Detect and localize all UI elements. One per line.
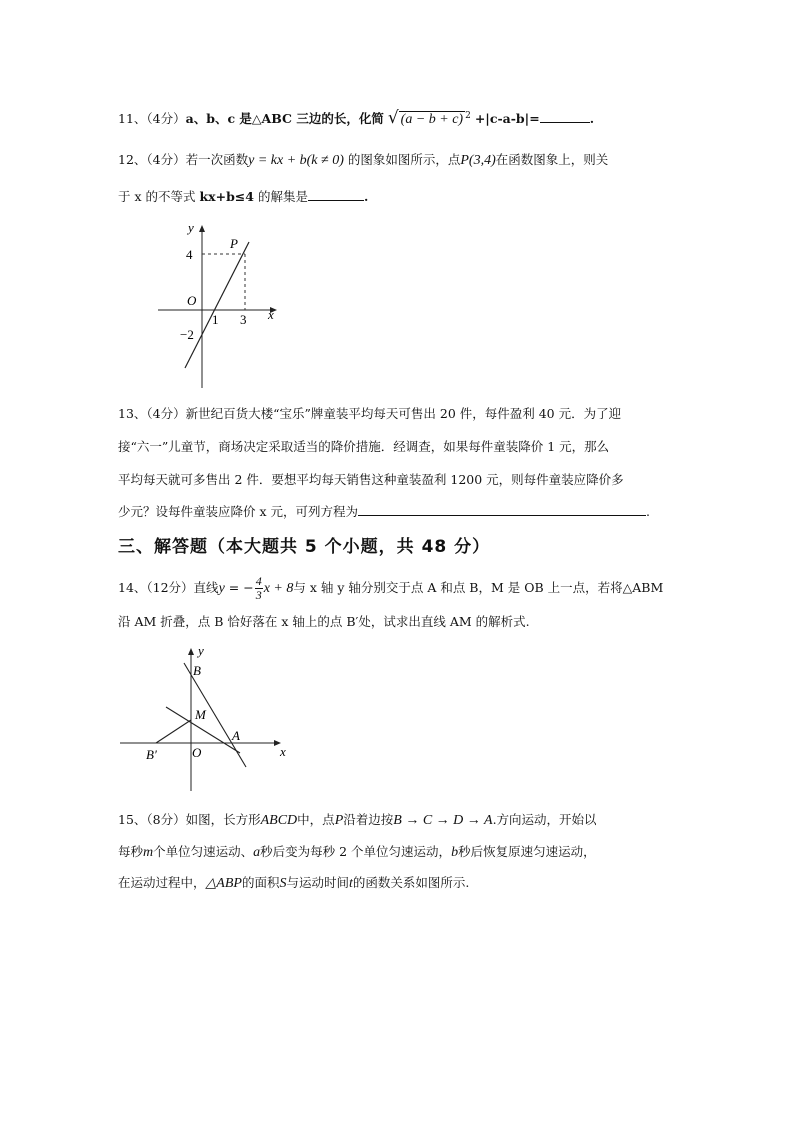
q12-label-x: x: [268, 307, 274, 322]
q11-answer-blank[interactable]: [540, 110, 590, 123]
q12-label-O: O: [187, 293, 197, 308]
q14-eq-tail: x + 8: [263, 581, 294, 596]
q15-t: t: [348, 876, 353, 891]
q12-line1: [118, 150, 608, 171]
q15-P: P: [334, 813, 344, 828]
q14-line2: 沿 AM 折叠，点 B 恰好落在 x 轴上的点 B′处，试求出直线 AM 的解析式.: [118, 614, 530, 629]
q12-label-P: P: [230, 236, 238, 251]
q13-line3: 平均每天就可多售出 2 件．要想平均每天销售这种童装盈利 1200 元，则每件童装应降价多: [118, 472, 624, 487]
sqrt-sign: √: [387, 108, 399, 129]
q15-line2c: 秒后变为每秒 2 个单位匀速运动，: [260, 844, 452, 859]
q14-label-y: y: [198, 643, 204, 658]
q12-tick-3: 3: [240, 312, 247, 327]
q11-text: a、b、c 是△ABC 三边的长，化简: [185, 111, 384, 127]
q15-line1a: 15、（8分）如图，长方形: [118, 812, 261, 827]
q11-exponent: 2: [465, 111, 471, 121]
q12-text2: 在函数图象上，则关: [495, 152, 609, 167]
q12-tick-4: 4: [186, 247, 193, 262]
q14-numerator: 4: [255, 574, 262, 588]
q14-line-BpM: [156, 720, 191, 743]
q11-end: .: [589, 111, 595, 127]
q13-answer-blank[interactable]: [358, 503, 646, 516]
q13-line2: 接“六一”儿童节，商场决定采取适当的降价措施．经调查，如果每件童装降价 1 元，那么: [118, 439, 610, 454]
q11-radicand: (a − b + c): [400, 112, 464, 128]
q14-fraction: [255, 575, 263, 602]
q12-point: P(3,4): [460, 153, 496, 168]
q15-path: B → C → D → A: [393, 813, 493, 828]
q14-eq-sign: = −: [224, 580, 254, 595]
q14-denominator: 3: [255, 588, 262, 602]
q14-line1: [118, 575, 663, 602]
q12-y-arrow: [199, 225, 205, 232]
q15-rect: ABCD: [260, 813, 298, 828]
q15-line3a: 在运动过程中，: [118, 875, 206, 890]
q14-label-Bprime: B′: [146, 747, 157, 762]
q12-line2b: 的解集是: [257, 189, 308, 204]
q15-line2b: 个单位匀速运动、: [153, 844, 254, 859]
q12-line2a: 于 x 的不等式: [118, 189, 196, 204]
q14-text1: 与 x 轴 y 轴分别交于点 A 和点 B，M 是 OB 上一点，若将△ABM: [293, 580, 664, 595]
q14-label-x: x: [280, 744, 286, 759]
q12-label-y: y: [188, 220, 194, 235]
q12-tick-minus2: −2: [180, 327, 194, 342]
q12-line2: [118, 187, 368, 207]
q12-end: .: [363, 189, 369, 204]
q13-end: .: [646, 504, 650, 519]
q14-label-O: O: [192, 745, 202, 760]
q13-line1: 13、（4分）新世纪百货大楼“宝乐”牌童装平均每天可售出 20 件，每件盈利 40 元．为了迎: [118, 406, 622, 421]
q15-line3d: 的函数关系如图所示.: [352, 875, 470, 890]
q12-text1: 的图象如图所示，点: [347, 152, 461, 167]
q12-tick-1: 1: [212, 312, 219, 327]
q14-prefix: 14、（12分）直线: [118, 580, 219, 595]
q12-function: y = kx + b(k ≠ 0): [248, 153, 344, 168]
q15-line2d: 秒后恢复原速匀速运动，: [458, 844, 596, 859]
q15-line1b: 中，点: [297, 812, 335, 827]
section-3-heading: 三、解答题（本大题共 5 个小题，共 48 分）: [118, 537, 491, 557]
q15-line1c: 沿着边按: [343, 812, 394, 827]
q14-label-A: A: [232, 728, 240, 743]
q14-eq-y: y: [218, 581, 225, 596]
q15-b: b: [451, 845, 459, 860]
q15-line2: [118, 842, 596, 863]
q14-graph: [118, 643, 298, 793]
q14-label-B: B: [193, 663, 201, 678]
q15-line3: [118, 873, 469, 894]
q15-S: S: [279, 876, 287, 891]
q15-line1d: .方向运动，开始以: [492, 812, 597, 827]
q12-inequality: kx+b≤4: [199, 189, 254, 204]
q15-line1: [118, 810, 597, 831]
q13-line4-text: 少元？设每件童装应降价 x 元，可列方程为: [118, 504, 358, 519]
q15-line3c: 与运动时间: [286, 875, 349, 890]
q15-line3b: 的面积: [241, 875, 280, 890]
q13-line4: [118, 502, 650, 522]
q15-line2a: 每秒: [118, 844, 144, 859]
q11-text2: +|c-a-b|=: [474, 111, 540, 127]
q15-triangle: △ABP: [205, 876, 242, 891]
q12-prefix: 12、（4分）若一次函数: [118, 152, 249, 167]
q15-m: m: [143, 845, 154, 860]
q11-line: [118, 106, 594, 129]
q11-prefix: 11、（4分）: [118, 111, 186, 127]
q12-graph: [150, 218, 310, 393]
q14-label-M: M: [195, 707, 206, 722]
q14-y-arrow: [188, 648, 194, 655]
q12-answer-blank[interactable]: [308, 188, 364, 201]
q15-a: a: [253, 845, 261, 860]
